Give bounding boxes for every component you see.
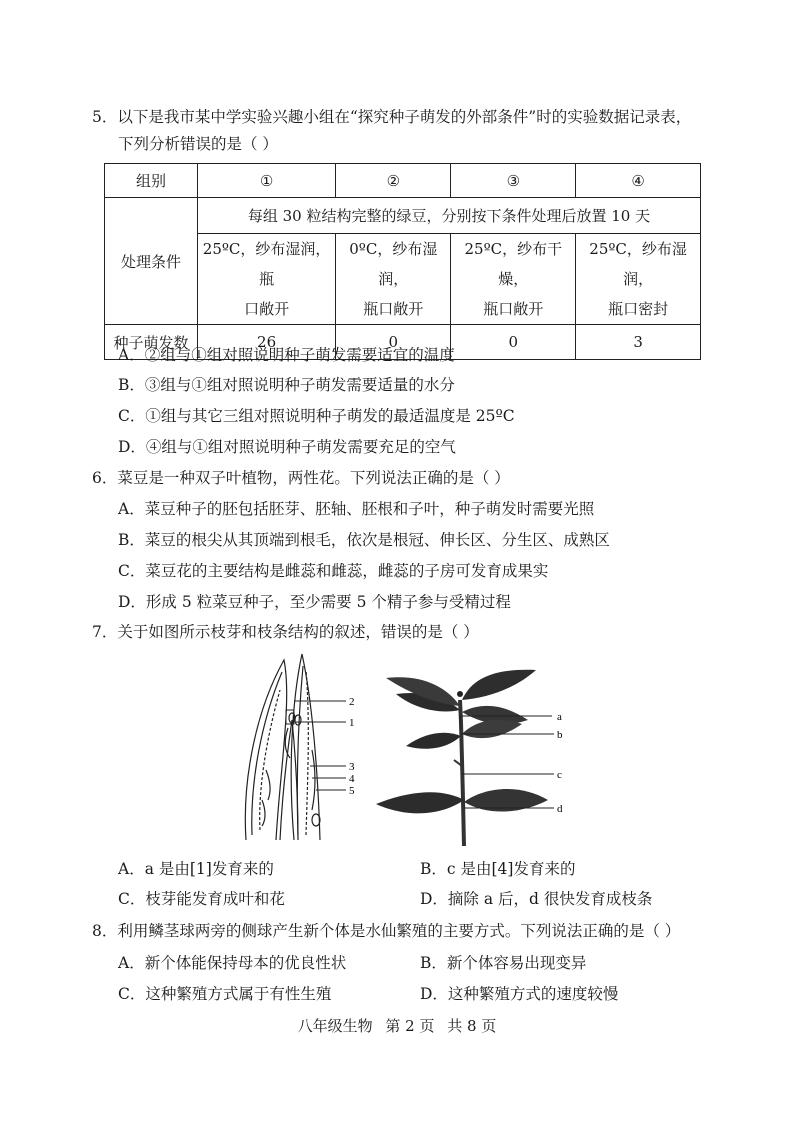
q6-stem: 6．菜豆是一种双子叶植物，两性花。下列说法正确的是（ ） <box>92 469 510 487</box>
q8-stem: 8．利用鳞茎球两旁的侧球产生新个体是水仙繁殖的主要方式。下列说法正确的是（ ） <box>92 922 681 940</box>
experiment-table <box>104 163 701 360</box>
footer-page: 第 2 页 <box>385 1017 435 1035</box>
group-4: ④ <box>576 164 701 198</box>
condition-1-line2: 口敞开 <box>244 300 290 318</box>
branch-diagram <box>376 670 548 846</box>
branch-label-c: c <box>557 769 562 781</box>
q5-option-a[interactable]: A．②组与①组对照说明种子萌发需要适宜的温度 <box>118 346 455 364</box>
q6-option-d[interactable]: D．形成 5 粒菜豆种子，至少需要 5 个精子参与受精过程 <box>118 593 511 611</box>
q7-stem: 7．关于如图所示枝芽和枝条结构的叙述，错误的是（ ） <box>92 623 479 641</box>
bud-label-4: 4 <box>349 773 355 785</box>
q8-option-c[interactable]: C．这种繁殖方式属于有性生殖 <box>118 985 332 1003</box>
table-header-group: 组别 <box>105 164 198 198</box>
q5-option-c[interactable]: C．①组与其它三组对照说明种子萌发的最适温度是 25ºC <box>118 407 515 425</box>
table-header-condition: 处理条件 <box>105 198 198 325</box>
group-3: ③ <box>451 164 576 198</box>
bud-label-5: 5 <box>349 785 355 797</box>
condition-3-line2: 瓶口敞开 <box>483 300 544 318</box>
bud-label-lines <box>294 701 346 790</box>
q7-option-b[interactable]: B．c 是由[4]发育来的 <box>420 860 576 878</box>
branch-label-a: a <box>557 711 562 723</box>
footer-subject: 八年级生物 <box>297 1017 373 1035</box>
footer-total: 共 8 页 <box>447 1017 497 1035</box>
q6-option-b[interactable]: B．菜豆的根尖从其顶端到根毛，依次是根冠、伸长区、分生区、成熟区 <box>118 531 610 549</box>
q7-option-a[interactable]: A．a 是由[1]发育来的 <box>118 860 274 878</box>
q5-option-b[interactable]: B．③组与①组对照说明种子萌发需要适量的水分 <box>118 376 455 394</box>
q8-option-b[interactable]: B．新个体容易出现变异 <box>420 954 587 972</box>
condition-4-line2: 瓶口密封 <box>608 300 669 318</box>
page-footer <box>0 1015 794 1036</box>
result-3: 0 <box>451 325 576 360</box>
condition-2-line1: 0ºC，纱布湿润， <box>349 240 438 288</box>
condition-3-line1: 25ºC，纱布干燥， <box>464 240 563 288</box>
condition-4-line1: 25ºC，纱布湿润， <box>589 240 687 288</box>
condition-1-line1: 25ºC，纱布湿润，瓶 <box>202 240 331 288</box>
q5-stem-line2: 下列分析错误的是（ ） <box>118 135 278 153</box>
branch-label-d: d <box>557 803 563 815</box>
q7-option-d[interactable]: D．摘除 a 后，d 很快发育成枝条 <box>420 890 653 908</box>
result-2: 0 <box>336 325 451 360</box>
bud-and-branch-figure <box>236 650 586 846</box>
common-condition: 每组 30 粒结构完整的绿豆，分别按下条件处理后放置 10 天 <box>198 198 701 234</box>
group-2: ② <box>336 164 451 198</box>
q6-option-a[interactable]: A．菜豆种子的胚包括胚芽、胚轴、胚根和子叶，种子萌发时需要光照 <box>118 500 595 518</box>
condition-1 <box>198 234 336 325</box>
branch-label-b: b <box>557 729 563 741</box>
bud-label-2: 2 <box>349 696 355 708</box>
bud-diagram <box>245 654 320 840</box>
q7-option-c[interactable]: C．枝芽能发育成叶和花 <box>118 890 285 908</box>
q6-option-c[interactable]: C．菜豆花的主要结构是雌蕊和雌蕊，雌蕊的子房可发育成果实 <box>118 562 549 580</box>
figure-svg <box>236 650 586 846</box>
condition-3 <box>451 234 576 325</box>
q5-stem-line1: 5．以下是我市某中学实验兴趣小组在“探究种子萌发的外部条件”时的实验数据记录表， <box>92 108 692 126</box>
q5-option-d[interactable]: D．④组与①组对照说明种子萌发需要充足的空气 <box>118 438 456 456</box>
table-header-result: 种子萌发数 <box>105 325 198 360</box>
bud-label-1: 1 <box>349 717 355 729</box>
condition-2-line2: 瓶口敞开 <box>363 300 424 318</box>
condition-4 <box>576 234 701 325</box>
q8-option-d[interactable]: D．这种繁殖方式的速度较慢 <box>420 985 619 1003</box>
result-1: 26 <box>198 325 336 360</box>
result-4: 3 <box>576 325 701 360</box>
condition-2 <box>336 234 451 325</box>
bud-label-3: 3 <box>349 761 355 773</box>
q8-option-a[interactable]: A．新个体能保持母本的优良性状 <box>118 954 347 972</box>
group-1: ① <box>198 164 336 198</box>
